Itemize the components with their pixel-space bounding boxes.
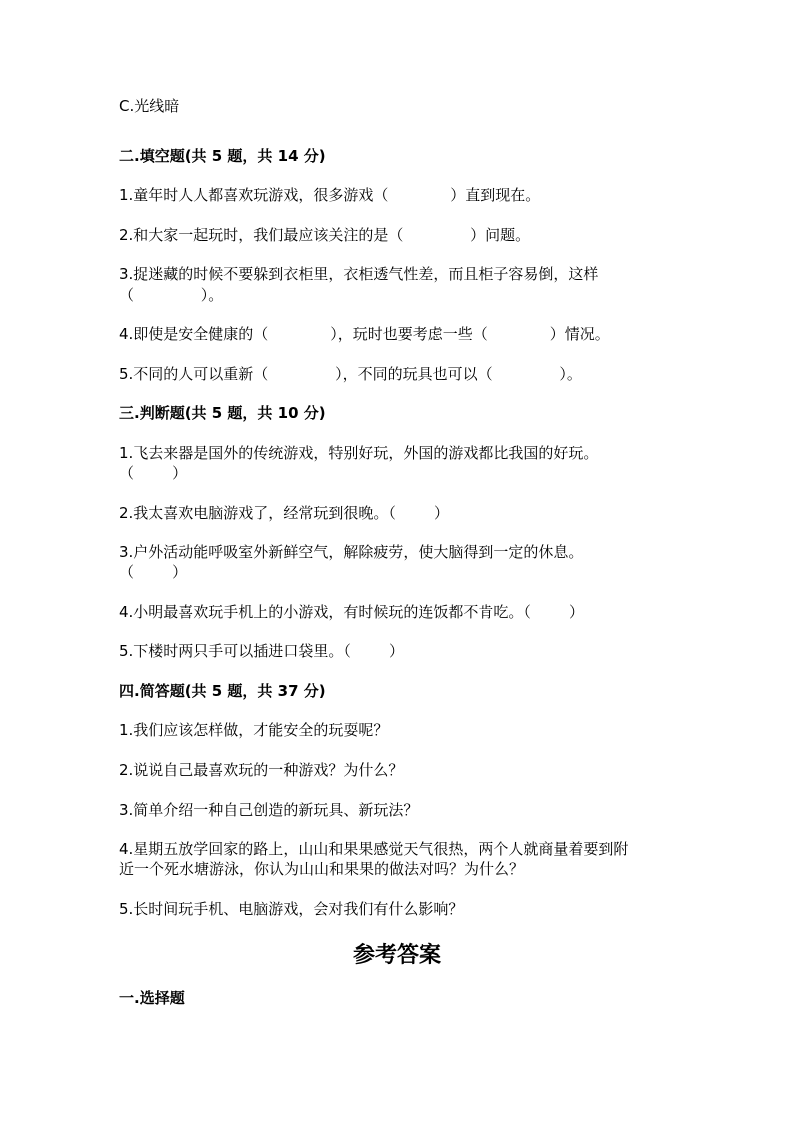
true-false-question-1-line-1: 1.飞去来器是国外的传统游戏，特别好玩，外国的游戏都比我国的好玩。 [119, 444, 599, 462]
fill-in-question-3-line-2: （ ）。 [119, 286, 224, 304]
section-heading-true-false: 三.判断题(共 5 题，共 10 分) [119, 404, 326, 422]
section-heading-short-answer: 四.简答题(共 5 题，共 37 分) [119, 682, 326, 700]
fill-in-question-2: 2.和大家一起玩时，我们最应该关注的是（ ）问题。 [119, 226, 531, 244]
true-false-question-3-line-2: （ ） [119, 563, 188, 581]
fill-in-question-5: 5.不同的人可以重新（ ），不同的玩具也可以（ ）。 [119, 365, 582, 383]
section-heading-fill-in: 二.填空题(共 5 题，共 14 分) [119, 147, 326, 165]
short-answer-question-1: 1.我们应该怎样做，才能安全的玩耍呢？ [119, 721, 389, 739]
answer-key-title: 参考答案 [352, 942, 441, 968]
true-false-question-4: 4.小明最喜欢玩手机上的小游戏，有时候玩的连饭都不肯吃。（ ） [119, 603, 584, 621]
answer-section-heading-multiple-choice: 一.选择题 [119, 989, 185, 1007]
fill-in-question-4: 4.即使是安全健康的（ ），玩时也要考虑一些（ ）情况。 [119, 325, 610, 343]
short-answer-question-5: 5.长时间玩手机、电脑游戏，会对我们有什么影响？ [119, 900, 464, 918]
fill-in-question-1: 1.童年时人人都喜欢玩游戏，很多游戏（ ）直到现在。 [119, 186, 541, 204]
true-false-question-1-line-2: （ ） [119, 464, 188, 482]
fill-in-question-3-line-1: 3.捉迷藏的时候不要躲到衣柜里，衣柜透气性差，而且柜子容易倒，这样 [119, 265, 599, 283]
true-false-question-3-line-1: 3.户外活动能呼吸室外新鲜空气，解除疲劳，使大脑得到一定的休息。 [119, 543, 584, 561]
true-false-question-2: 2.我太喜欢电脑游戏了，经常玩到很晚。（ ） [119, 504, 449, 522]
option-c: C.光线暗 [119, 97, 180, 115]
short-answer-question-4-line-1: 4.星期五放学回家的路上，山山和果果感觉天气很热，两个人就商量着要到附 [119, 840, 629, 858]
short-answer-question-4-line-2: 近一个死水塘游泳，你认为山山和果果的做法对吗？为什么？ [119, 860, 525, 878]
short-answer-question-3: 3.简单介绍一种自己创造的新玩具、新玩法？ [119, 801, 419, 819]
short-answer-question-2: 2.说说自己最喜欢玩的一种游戏？为什么？ [119, 761, 404, 779]
true-false-question-5: 5.下楼时两只手可以插进口袋里。（ ） [119, 642, 404, 660]
